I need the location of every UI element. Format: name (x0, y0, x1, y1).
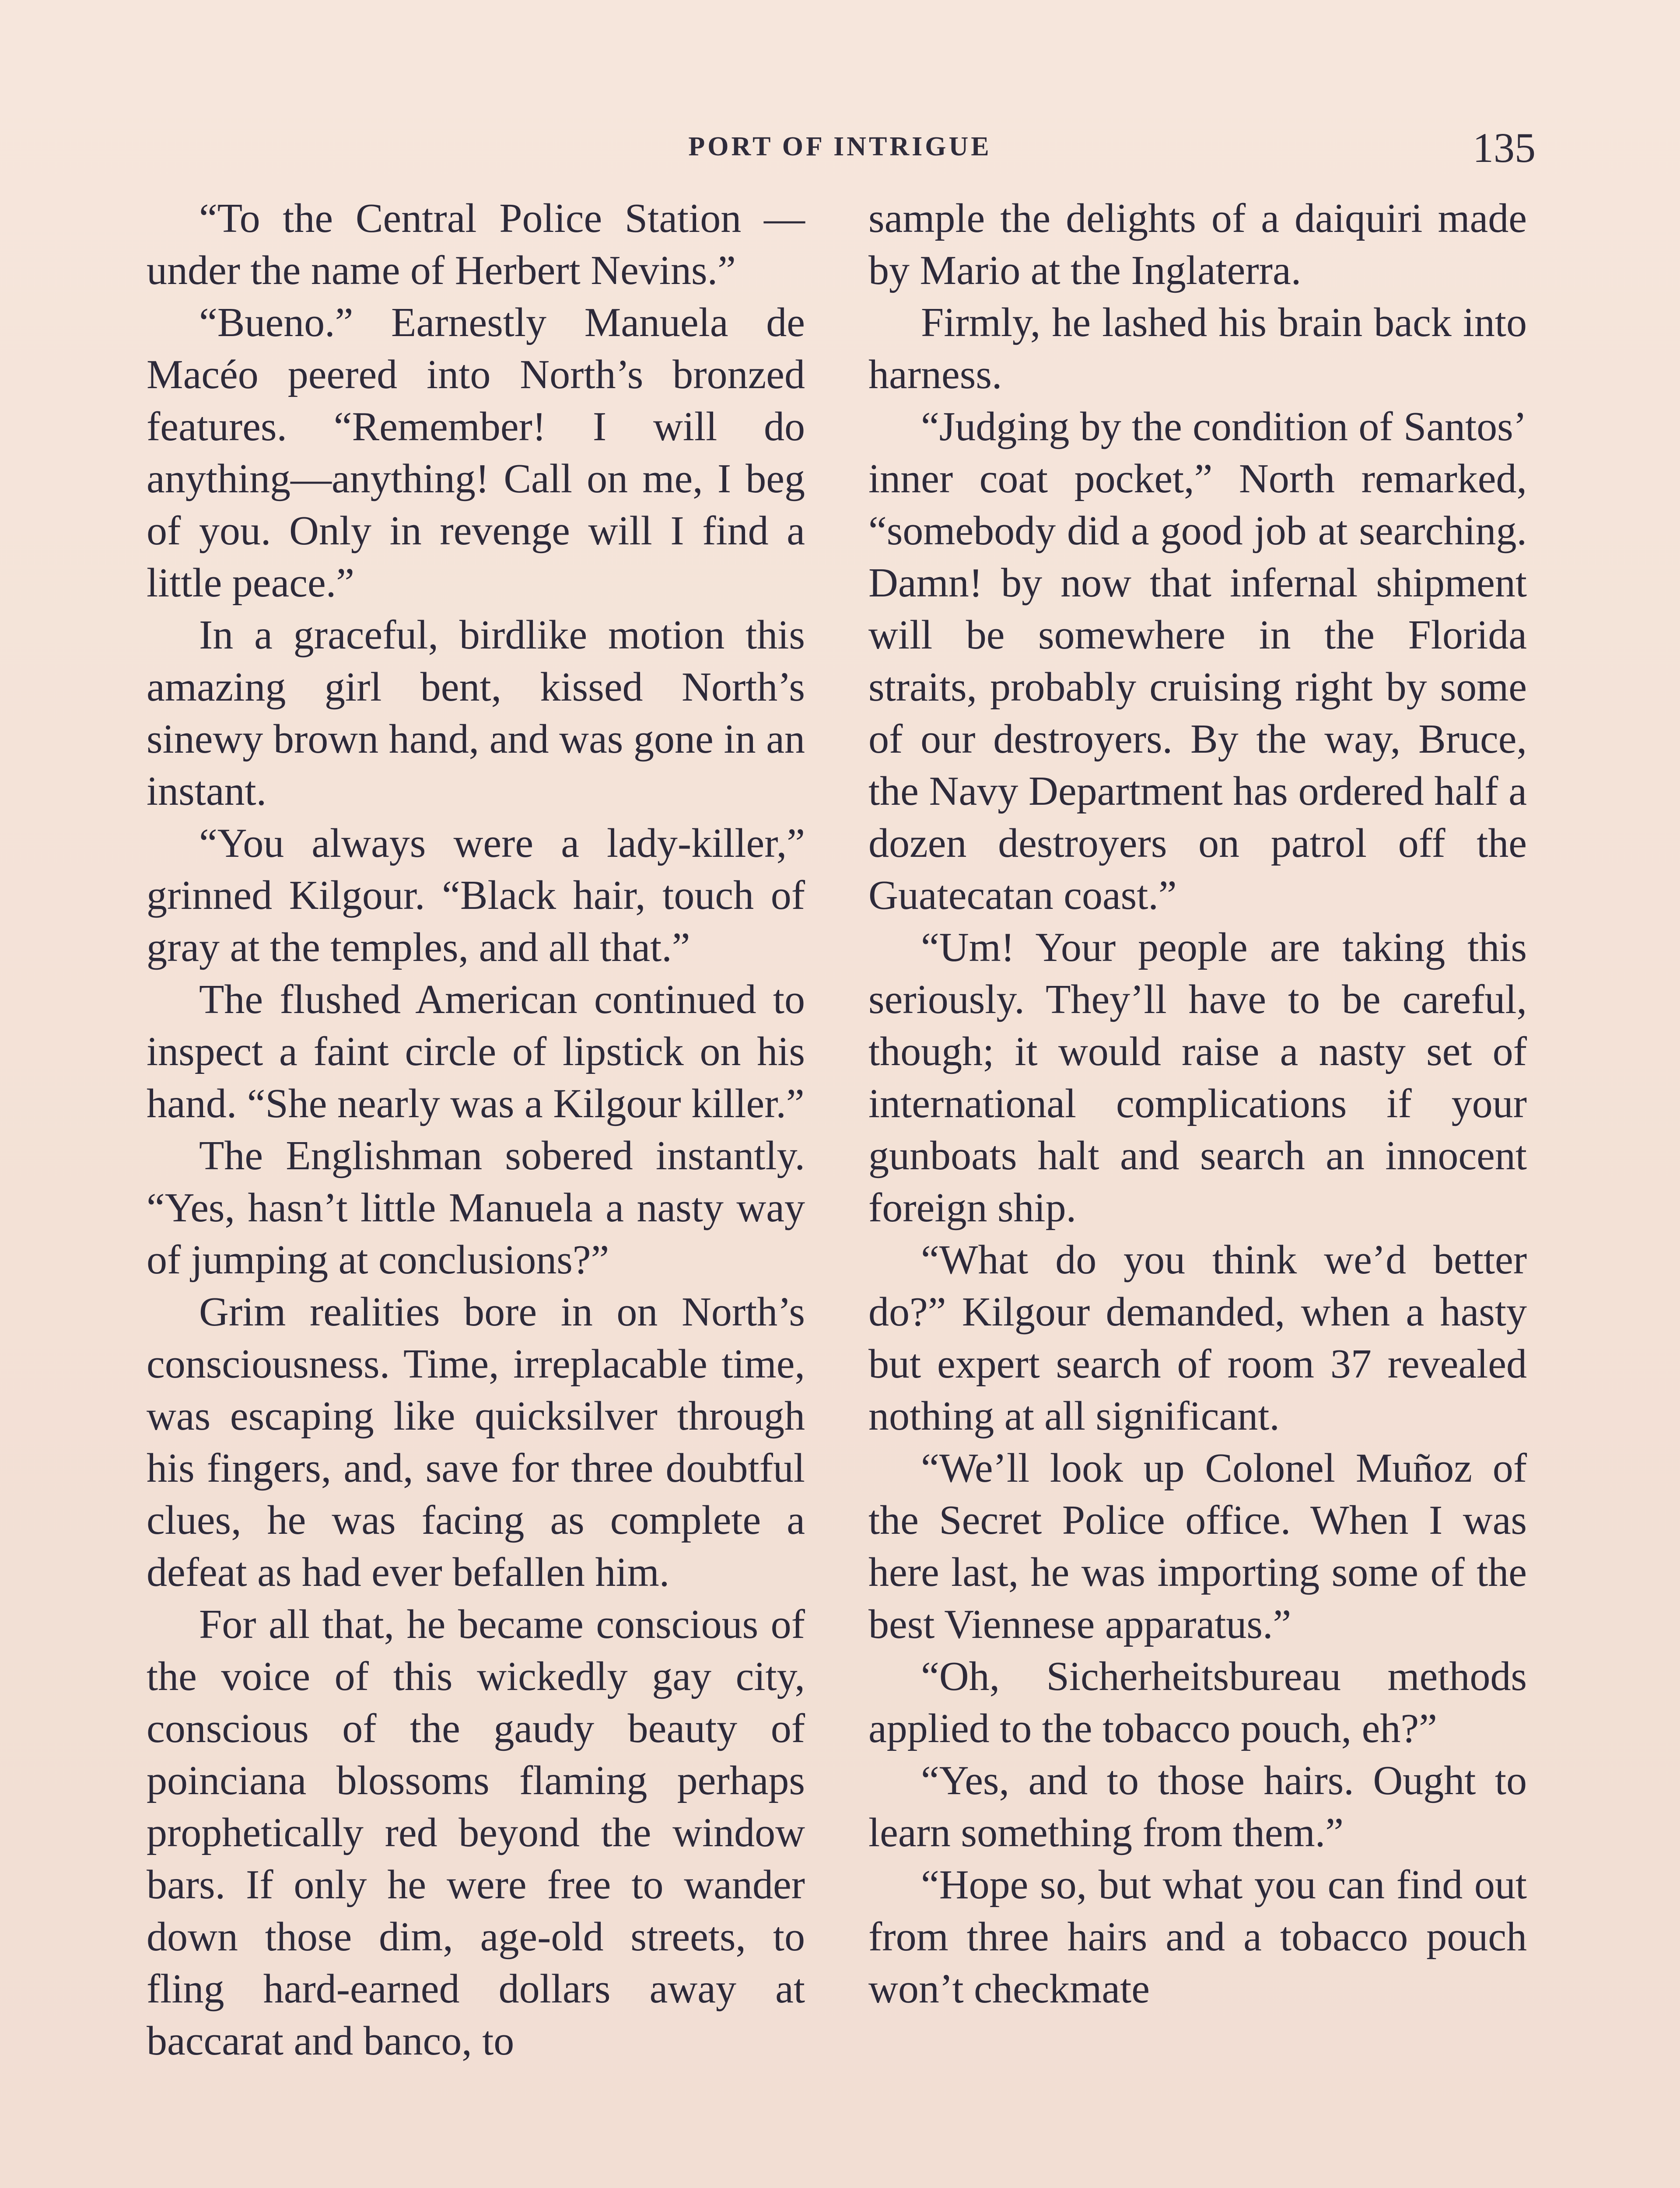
paragraph: The flushed American continued to inspect a faint circle of lipstick on his hand. “She nearly was a Kilgour killer.” (147, 977, 805, 1126)
page-number: 135 (1473, 124, 1536, 171)
paragraph: Grim realities bore in on North’s consciousness. Time, irreplacable time, was escaping like quicksilver through his fingers, and, save for three doubtful clues, he was facing as complete a defeat as had ever befallen him. (147, 1289, 805, 1595)
paragraph: In a graceful, birdlike motion this amazing girl bent, kissed North’s sinewy brown hand, and was gone in an instant. (147, 612, 805, 814)
paragraph: “Yes, and to those hairs. Ought to learn something from them.” (868, 1758, 1527, 1855)
paragraph: “Um! Your people are taking this seriously. They’ll have to be careful, though; it would raise a nasty set of international complications if your gunboats halt and search an innocent foreign ship. (868, 925, 1527, 1231)
paragraph: “Judging by the condition of Santos’ inner coat pocket,” North remarked, “somebody did a good job at searching. Damn! by now that infernal shipment will be somewhere in the Florida straits, probably cruising right by some of our destroyers. By the way, Bruce, the Navy Department has ordered half a dozen destroyers on patrol off the Guatecatan coast.” (868, 404, 1527, 918)
paragraph: “Bueno.” Earnestly Manuela de Macéo peered into North’s bronzed features. “Remember! I will do anything—anything! Call on me, I beg of you. Only in revenge will I find a little peace.” (147, 300, 805, 606)
right-column (868, 193, 1527, 2015)
running-title: PORT OF INTRIGUE (688, 132, 992, 161)
page-header (144, 124, 1536, 179)
paragraph: For all that, he became conscious of the voice of this wickedly gay city, conscious of the gaudy beauty of poinciana blossoms flaming perhaps prophetically red beyond the window bars. If only he were free to wander down those dim, age-old streets, to fling hard-earned dollars away at baccarat and banco, to (147, 1602, 805, 2064)
paragraph: “We’ll look up Colonel Muñoz of the Secret Police office. When I was here last, he was importing some of the best Viennese apparatus.” (868, 1445, 1527, 1647)
paragraph: “Hope so, but what you can find out from three hairs and a tobacco pouch won’t checkmate (868, 1862, 1527, 2012)
paragraph: The Englishman sobered instantly. “Yes, hasn’t little Manuela a nasty way of jumping at conclusions?” (147, 1133, 805, 1283)
paragraph-continued: sample the delights of a daiquiri made by Mario at the Inglaterra. (868, 196, 1527, 293)
paragraph: Firmly, he lashed his brain back into harness. (868, 300, 1527, 397)
paragraph: “To the Central Police Station —under the name of Herbert Nevins.” (147, 196, 805, 293)
paragraph: “Oh, Sicherheitsbureau methods applied to the tobacco pouch, eh?” (868, 1654, 1527, 1751)
paragraph: “You always were a lady-killer,” grinned Kilgour. “Black hair, touch of gray at the temples, and all that.” (147, 820, 805, 970)
left-column (147, 193, 805, 2067)
paragraph: “What do you think we’d better do?” Kilgour demanded, when a hasty but expert search of room 37 revealed nothing at all significant. (868, 1237, 1527, 1439)
